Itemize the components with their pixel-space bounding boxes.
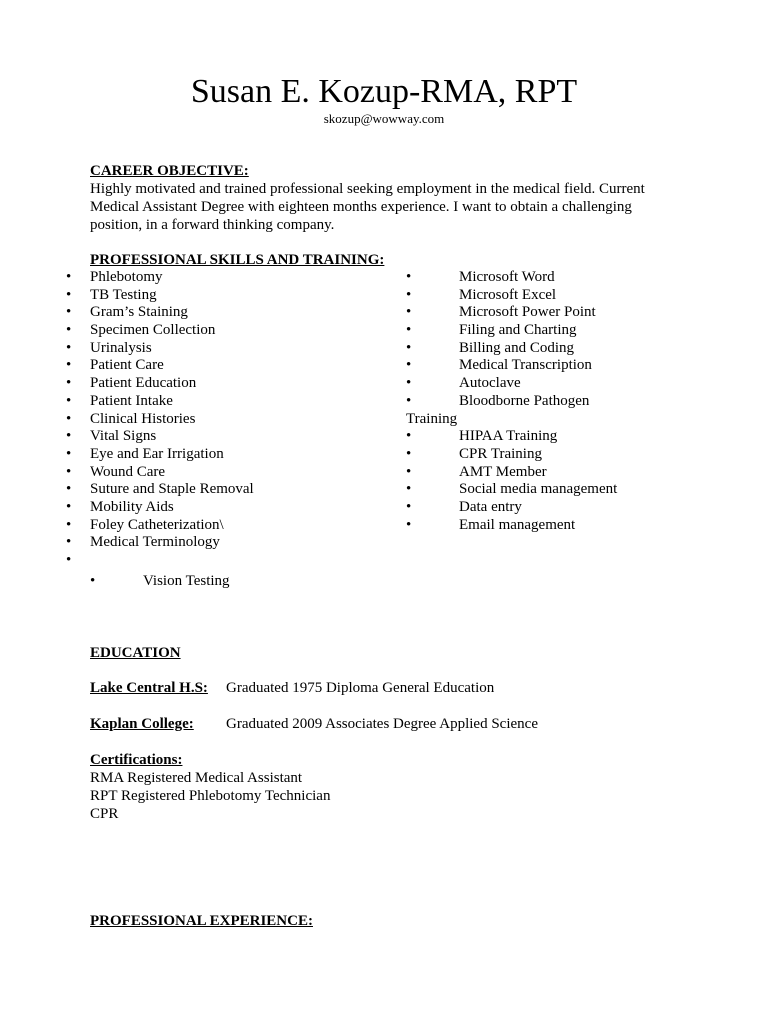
list-item: • Email management	[406, 516, 576, 533]
bullet-icon: •	[406, 269, 412, 285]
list-item: • Medical Terminology	[66, 534, 220, 551]
list-item: • Bloodborne Pathogen	[406, 392, 590, 409]
list-item: • Filing and Charting	[406, 322, 577, 339]
list-item-continuation: Training	[406, 410, 458, 427]
list-item: • Medical Transcription	[406, 357, 592, 374]
skills-heading: PROFESSIONAL SKILLS AND TRAINING:	[90, 252, 385, 268]
school-name: Lake Central H.S:	[90, 680, 208, 696]
bullet-icon: •	[406, 445, 412, 462]
bullet-icon: •	[406, 463, 412, 480]
education-detail: Graduated 2009 Associates Degree Applied Science	[226, 716, 538, 732]
bullet-icon: •	[90, 573, 96, 589]
list-item: • Billing and Coding	[406, 339, 575, 356]
bullet-icon: •	[66, 463, 72, 480]
education-entry	[90, 679, 494, 697]
bullet-icon: •	[66, 552, 72, 568]
list-item: • Data entry	[406, 498, 522, 515]
bullet-icon: •	[66, 375, 72, 392]
certification-item: RMA Registered Medical Assistant	[90, 770, 303, 786]
list-item: • Patient Education	[66, 375, 197, 392]
list-item: • Autoclave	[406, 375, 521, 392]
bullet-icon: •	[406, 392, 412, 409]
list-item: • Wound Care	[66, 463, 166, 480]
list-item: • Microsoft Power Point	[406, 304, 596, 321]
career-objective-heading: CAREER OBJECTIVE:	[90, 163, 249, 179]
bullet-icon: •	[406, 304, 412, 321]
list-item: • CPR Training	[406, 445, 542, 462]
bullet-icon: •	[66, 428, 72, 445]
bullet-icon: •	[406, 481, 412, 498]
bullet-icon: •	[66, 286, 72, 303]
objective-line: position, in a forward thinking company.	[90, 217, 335, 233]
vision-testing-label: Vision Testing	[143, 573, 230, 589]
list-item: • Mobility Aids	[66, 498, 174, 515]
bullet-icon: •	[406, 516, 412, 533]
objective-line: Medical Assistant Degree with eighteen months experience. I want to obtain a challenging	[90, 199, 632, 215]
bullet-icon: •	[66, 498, 72, 515]
bullet-icon: •	[406, 339, 412, 356]
list-item: • Microsoft Word	[406, 269, 555, 285]
certification-item: CPR	[90, 806, 119, 822]
skills-list-left	[0, 269, 254, 570]
education-detail: Graduated 1975 Diploma General Education	[226, 680, 495, 696]
objective-line: Highly motivated and trained professional seeking employment in the medical field. Current	[90, 181, 645, 197]
list-item: • AMT Member	[406, 463, 547, 480]
education-entry	[90, 715, 538, 733]
list-item: • Clinical Histories	[66, 410, 196, 427]
candidate-email: skozup@wowway.com	[323, 111, 445, 126]
bullet-icon: •	[406, 375, 412, 392]
bullet-icon: •	[66, 357, 72, 374]
bullet-icon: •	[66, 339, 72, 356]
list-item: • Microsoft Excel	[406, 286, 557, 303]
bullet-icon: •	[66, 445, 72, 462]
bullet-icon: •	[66, 410, 72, 427]
bullet-icon: •	[66, 269, 72, 285]
school-name: Kaplan College:	[90, 716, 194, 732]
list-item	[0, 552, 254, 570]
bullet-icon: •	[66, 392, 72, 409]
list-item: • Patient Care	[66, 357, 164, 374]
education-heading: EDUCATION	[90, 645, 181, 661]
list-item: • Gram’s Staining	[66, 304, 188, 321]
candidate-name: Susan E. Kozup-RMA, RPT	[190, 73, 578, 110]
bullet-icon: •	[406, 498, 412, 515]
bullet-icon: •	[406, 286, 412, 303]
list-item: • Foley Catheterization\	[66, 516, 224, 533]
bullet-icon: •	[66, 516, 72, 533]
list-item: • Social media management	[406, 481, 618, 498]
experience-heading: PROFESSIONAL EXPERIENCE:	[90, 913, 313, 929]
list-item: • HIPAA Training	[406, 428, 558, 445]
bullet-icon: •	[406, 428, 412, 445]
career-objective-text	[90, 180, 670, 234]
list-item: • Phlebotomy	[66, 269, 163, 285]
list-item: • Vital Signs	[66, 428, 157, 445]
bullet-icon: •	[66, 534, 72, 551]
certification-item: RPT Registered Phlebotomy Technician	[90, 788, 331, 804]
skills-list-right	[406, 269, 617, 534]
bullet-icon: •	[66, 304, 72, 321]
list-item: • Specimen Collection	[66, 322, 216, 339]
certifications-heading: Certifications:	[90, 752, 183, 768]
bullet-icon: •	[66, 481, 72, 498]
list-item: • Suture and Staple Removal	[66, 481, 254, 498]
bullet-icon: •	[406, 357, 412, 374]
list-item: • Urinalysis	[66, 339, 152, 356]
bullet-icon: •	[406, 322, 412, 339]
bullet-icon: •	[66, 322, 72, 339]
list-item: • Eye and Ear Irrigation	[66, 445, 224, 462]
list-item: • TB Testing	[66, 286, 157, 303]
list-item: • Patient Intake	[66, 392, 173, 409]
